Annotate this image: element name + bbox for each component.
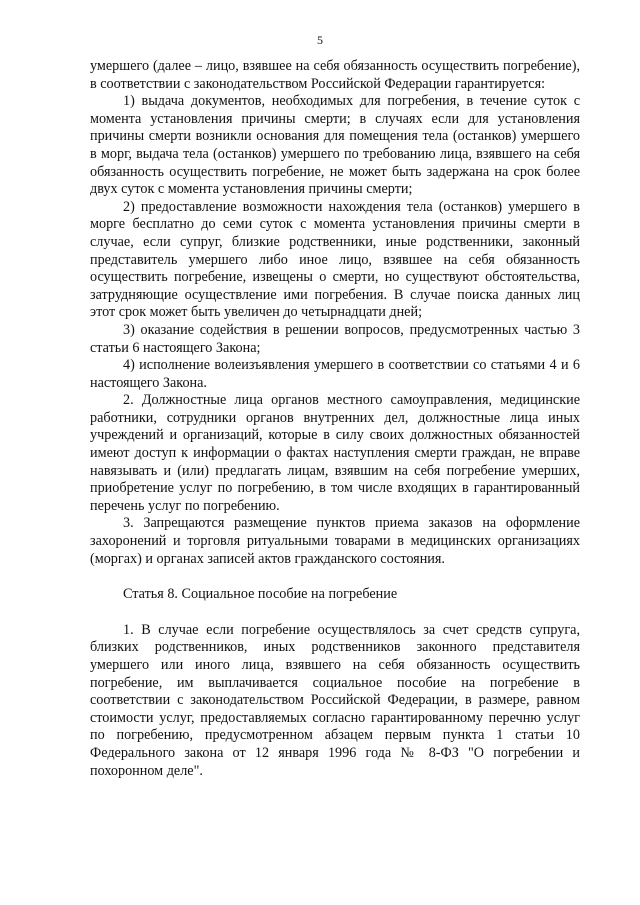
paragraph-item-3: 3) оказание содействия в решении вопросов, предусмотренных частью 3 статьи 6 настоящего Закона; [90,321,580,356]
paragraph-item-4: 4) исполнение волеизъявления умершего в соответствии со статьями 4 и 6 настоящего Закона. [90,357,580,391]
paragraph-continuation: умершего (далее – лицо, взявшее на себя обязанность осуществить погребение), в соответствии с законодательством Российской Федерации гарантируется: [90,58,580,92]
paragraph-item-2: 2) предоставление возможности нахождения тела (останков) умершего в морге бесплатно до семи суток с момента установления причины смерти в случае, если супруг, близкие родственники, иные родственники, законный представитель умершего либо иное лицо, взявшее на себя обязанность осуществить погребение, извещены о смерти, но существуют обстоятельства, затрудняющие осуществление ими погребения. В случае поиска данных лиц этот срок может быть увеличен до четырнадцати дней; [90,198,580,321]
page-number: 5 [317,33,323,47]
paragraph-clause-3: 3. Запрещаются размещение пунктов приема заказов на оформление захоронений и торговля ритуальными товарами в медицинских организациях (моргах) и органах записей актов гражданского состояния. [90,515,580,567]
paragraph-item-1: 1) выдача документов, необходимых для погребения, в течение суток с момента установления причины смерти; в случаях если для установления причины смерти возникли основания для помещения тела (останков) умершего в морг, выдача тела (останков) умершего по требованию лица, взявшего на себя обязанность осуществить погребение, не может быть задержана на срок более двух суток с момента установления причины смерти; [90,93,580,198]
document-body [90,58,580,780]
article-heading: Статья 8. Социальное пособие на погребение [123,586,398,603]
paragraph-article-8-clause-1: 1. В случае если погребение осуществлялось за счет средств супруга, близких родственников, иных родственников законного представителя умершего или иного лица, взявшего на себя обязанность осуществить погребение, им выплачивается социальное пособие на погребение в соответствии с законодательством Российской Федерации, в размере, равном стоимости услуг, предоставляемых согласно гарантированному перечню услуг по погребению, предусмотренном абзацем первым пункта 1 статьи 10 Федерального закона от 12 января 1996 года № 8-ФЗ "О погребении и похоронном деле". [90,621,580,779]
paragraph-clause-2: 2. Должностные лица органов местного самоуправления, медицинские работники, сотрудники органов внутренних дел, должностные лица иных учреждений и организаций, которые в силу своих должностных обязанностей имеют доступ к информации о фактах наступления смерти граждан, не вправе навязывать и (или) предлагать лицам, взявшим на себя погребение умерших, приобретение услуг по погребению, в том числе входящих в гарантированный перечень услуг по погребению. [90,392,580,514]
